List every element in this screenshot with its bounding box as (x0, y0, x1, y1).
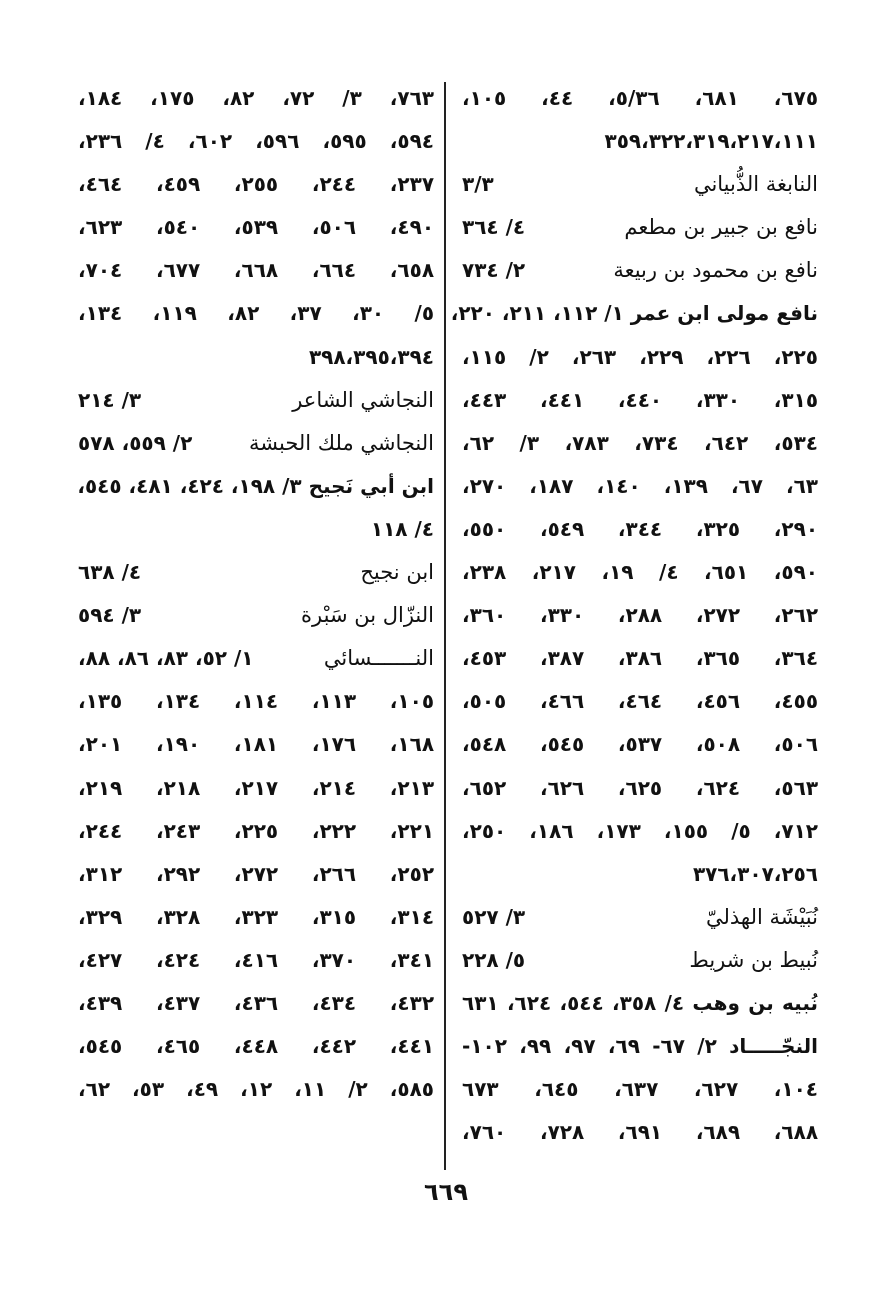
entry-name: نُبَيْشَة الهذليّ (705, 904, 818, 929)
entry-page-refs: ٣/٣ (462, 172, 494, 197)
index-entry (462, 939, 818, 982)
entry-line-text: ٥٩٠، ٦٥١، ٤/ ١٩، ٢١٧، ٢٣٨، (462, 560, 818, 585)
entry-line-text: ٢٩٠، ٣٢٥، ٣٤٤، ٥٤٩، ٥٥٠، (462, 516, 819, 541)
index-line (462, 853, 818, 896)
entry-line-text: ٥٨٥، ٢/ ١١، ١٢، ٤٩، ٥٣، ٦٢، (78, 1077, 435, 1102)
entry-page-refs: ٢/ ٧٣٤ (462, 258, 526, 283)
entry-page-refs: ٣/ ٥٩٤ (78, 603, 142, 628)
index-entry (78, 551, 434, 594)
index-line (462, 594, 818, 637)
entry-line-text: ٧١٢، ٥/ ١٥٥، ١٧٣، ١٨٦، ٢٥٠، (462, 818, 819, 843)
index-line (462, 680, 818, 723)
index-line (78, 810, 434, 853)
entry-page-refs: ٥/ ٢٢٨ (462, 947, 526, 972)
entry-line-text: ٥٠٦، ٥٠٨، ٥٣٧، ٥٤٥، ٥٤٨، (462, 732, 819, 757)
entry-line-text: ٢٣٧، ٢٤٤، ٢٥٥، ٤٥٩، ٤٦٤، (78, 172, 435, 197)
entry-line-text: نُبيه بن وهب ٤/ ٣٥٨، ٥٤٤، ٦٢٤، ٦٣١ (462, 990, 819, 1015)
index-line (462, 336, 818, 379)
index-line (462, 1111, 818, 1154)
index-line (78, 249, 434, 292)
index-line (462, 767, 818, 810)
index-column-left (78, 77, 434, 1111)
index-line (462, 551, 818, 594)
entry-page-refs: ٣/ ٥٢٧ (462, 904, 526, 929)
index-line (450, 292, 818, 335)
index-line (78, 163, 434, 206)
entry-line-text: ٧٦٣، ٣/ ٧٢، ٨٢، ١٧٥، ١٨٤، (78, 86, 434, 110)
index-line (462, 465, 818, 508)
entry-line-text: ١٦٨، ١٧٦، ١٨١، ١٩٠، ٢٠١، (78, 732, 435, 757)
index-line (462, 422, 818, 465)
index-line (462, 379, 818, 422)
index-line (462, 1025, 818, 1068)
index-line (462, 810, 818, 853)
entry-line-text: ٤٣٢، ٤٣٤، ٤٣٦، ٤٣٧، ٤٣٩، (78, 990, 435, 1015)
index-entry (78, 379, 434, 422)
continuation-refs: ٣٩٨،٣٩٥،٣٩٤ (308, 344, 434, 369)
entry-line-text: ٣١٥، ٣٣٠، ٤٤٠، ٤٤١، ٤٤٣، (462, 387, 819, 412)
entry-line-text: ٤٥٥، ٤٥٦، ٤٦٤، ٤٦٦، ٥٠٥، (462, 689, 819, 714)
entry-line-text: النجّـــــاد ٢/ ٦٧- ٦٩، ٩٧، ٩٩، ١٠٢- (462, 1034, 818, 1059)
entry-page-refs: ٢/ ٥٥٩، ٥٧٨ (78, 430, 193, 455)
entry-line-text: ٢١٣، ٢١٤، ٢١٧، ٢١٨، ٢١٩، (78, 775, 435, 800)
entry-line-text: ٥/ ٣٠، ٣٧، ٨٢، ١١٩، ١٣٤، (78, 301, 435, 326)
continuation-refs: ٣٧٦،٣٠٧،٢٥٦ (692, 861, 818, 886)
entry-line-text: ٣٤١، ٣٧٠، ٤١٦، ٤٢٤، ٤٢٧، (78, 947, 435, 972)
continuation-refs: ٣٥٩،٣٢٢،٣١٩،٢١٧،١١١ (604, 129, 818, 154)
index-line (78, 723, 434, 766)
entry-line-text: ٤٤١، ٤٤٢، ٤٤٨، ٤٦٥، ٥٤٥، (78, 1034, 435, 1059)
entry-line-text: ٢٦٢، ٢٧٢، ٢٨٨، ٣٣٠، ٣٦٠، (462, 603, 819, 628)
index-line (78, 853, 434, 896)
entry-line-text: ٢٥٢، ٢٦٦، ٢٧٢، ٢٩٢، ٣١٢، (78, 861, 435, 886)
index-entry (78, 594, 434, 637)
index-line (462, 120, 818, 163)
entry-line-text: ٤٩٠، ٥٠٦، ٥٣٩، ٥٤٠، ٦٢٣، (78, 215, 435, 240)
index-line (78, 680, 434, 723)
index-entry (462, 896, 818, 939)
entry-line-text: ١٠٥، ١١٣، ١١٤، ١٣٤، ١٣٥، (78, 689, 435, 714)
index-line (78, 767, 434, 810)
entry-line-text: ٦٨٨، ٦٨٩، ٦٩١، ٧٢٨، ٧٦٠، (462, 1120, 819, 1145)
entry-name: النـــــــسائي (323, 646, 434, 671)
index-line (78, 1068, 434, 1111)
index-entry (78, 422, 434, 465)
column-divider (444, 82, 446, 1170)
index-line (78, 896, 434, 939)
entry-name: ابن نجيح (360, 560, 434, 585)
index-line (462, 637, 818, 680)
entry-name: النجاشي ملك الحبشة (249, 430, 434, 455)
index-entry (462, 249, 818, 292)
index-entry (462, 163, 818, 206)
index-line (462, 982, 818, 1025)
entry-name: النجاشي الشاعر (292, 387, 434, 412)
index-line (78, 982, 434, 1025)
entry-line-text: ٥٩٤، ٥٩٥، ٥٩٦، ٦٠٢، ٤/ ٢٣٦، (78, 129, 435, 154)
index-entry (462, 206, 818, 249)
entry-page-refs: ٤/ ٦٣٨ (78, 560, 142, 585)
index-line (78, 336, 434, 379)
index-line (78, 120, 434, 163)
index-line (462, 77, 818, 120)
entry-line-text: ٢٢١، ٢٢٢، ٢٢٥، ٢٤٣، ٢٤٤، (78, 818, 435, 843)
entry-line-text: ١٠٤، ٦٢٧، ٦٣٧، ٦٤٥، ٦٧٣ (462, 1077, 818, 1102)
entry-name: نافع بن محمود بن ربيعة (613, 258, 818, 283)
index-line (78, 465, 434, 508)
page-number: ٦٦٩ (424, 1178, 468, 1206)
index-line (462, 723, 818, 766)
entry-line-text: ٦٧٥، ٦٨١، ٥/٣٦، ٤٤، ١٠٥، (462, 86, 819, 110)
index-entry (78, 637, 434, 680)
index-line (78, 206, 434, 249)
entry-page-refs: ١/ ٥٢، ٨٣، ٨٦، ٨٨، (78, 646, 254, 671)
entry-line-text: ٣٦٤، ٣٦٥، ٣٨٦، ٣٨٧، ٤٥٣، (462, 646, 819, 671)
entry-name: النابغة الذُّبياني (693, 172, 818, 197)
entry-line-text: ٣١٤، ٣١٥، ٣٢٣، ٣٢٨، ٣٢٩، (78, 904, 435, 929)
index-line (78, 292, 434, 335)
entry-line-text: ابن أبي نَجيح ٣/ ١٩٨، ٤٢٤، ٤٨١، ٥٤٥، (77, 473, 434, 498)
entry-line-text: نافع مولى ابن عمر ١/ ١١٢، ٢١١، ٢٢٠، (450, 301, 818, 326)
index-column-right (450, 77, 819, 1154)
index-line (78, 1025, 434, 1068)
index-line (462, 1068, 818, 1111)
entry-line-text: ٢٢٥، ٢٢٦، ٢٢٩، ٢٦٣، ٢/ ١١٥، (462, 344, 819, 369)
entry-name: النزّال بن سَبْرة (301, 603, 434, 628)
index-line (78, 77, 434, 120)
index-line (462, 508, 818, 551)
continuation-refs: ٤/ ١١٨ (370, 516, 434, 541)
entry-line-text: ٦٣، ٦٧، ١٣٩، ١٤٠، ١٨٧، ٢٧٠، (462, 473, 818, 498)
entry-page-refs: ٤/ ٣٦٤ (462, 215, 526, 240)
entry-name: نُبيط بن شريط (689, 947, 818, 972)
entry-line-text: ٦٥٨، ٦٦٤، ٦٦٨، ٦٧٧، ٧٠٤، (78, 258, 435, 283)
entry-line-text: ٥٣٤، ٦٤٢، ٧٣٤، ٧٨٣، ٣/ ٦٢، (462, 430, 818, 455)
index-line (78, 508, 434, 551)
entry-page-refs: ٣/ ٢١٤ (78, 387, 142, 412)
entry-name: نافع بن جبير بن مطعم (624, 215, 818, 240)
entry-line-text: ٥٦٣، ٦٢٤، ٦٢٥، ٦٢٦، ٦٥٢، (462, 775, 819, 800)
index-line (78, 939, 434, 982)
